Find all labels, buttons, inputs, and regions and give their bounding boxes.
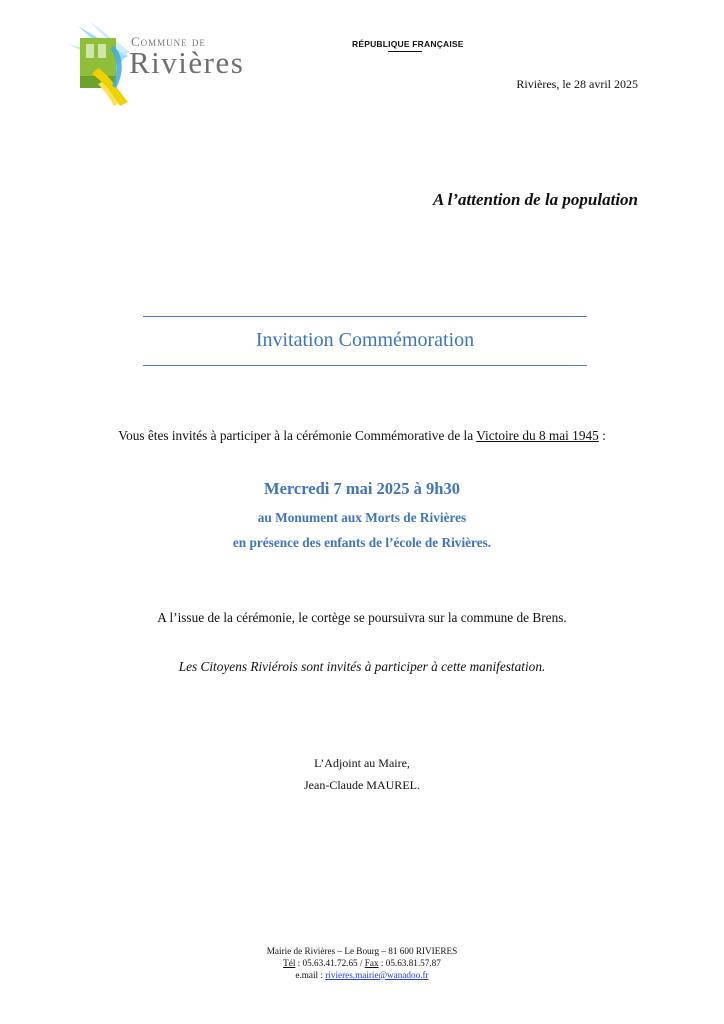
footer-fax-label: Fax bbox=[364, 958, 379, 968]
footer-tel-label: Tél bbox=[283, 958, 296, 968]
republique-francaise-header: RÉPUBLIQUE FRANÇAISE bbox=[352, 39, 464, 49]
footer-fax-value: : 05.63.81.57.87 bbox=[378, 958, 441, 968]
footer-email-line bbox=[0, 970, 724, 980]
invitation-colon: : bbox=[598, 428, 606, 443]
place-date-line: Rivières, le 28 avril 2025 bbox=[516, 77, 638, 91]
footer-email-link[interactable]: rivieres.mairie@wanadoo.fr bbox=[325, 970, 429, 980]
invitation-text: Vous êtes invités à participer à la cérémonie Commémorative de la bbox=[118, 428, 477, 443]
signer-role: L’Adjoint au Maire, bbox=[314, 756, 410, 770]
victory-date-underlined: Victoire du 8 mai 1945 bbox=[476, 428, 599, 443]
logo-commune-name: Rivières bbox=[129, 45, 245, 80]
logo-commune-text: Commune de bbox=[131, 34, 206, 49]
citizens-invitation: Les Citoyens Riviérois sont invités à participer à cette manifestation. bbox=[178, 659, 546, 674]
event-presence: en présence des enfants de l’école de Rivières. bbox=[232, 535, 492, 550]
footer-tel-value: : 05.63.41.72.65 / bbox=[295, 958, 365, 968]
title-rule-bottom bbox=[143, 365, 587, 366]
recipient-line: A l’attention de la population bbox=[433, 190, 638, 209]
signer-name: Jean-Claude MAUREL. bbox=[304, 778, 420, 792]
cortege-paragraph: A l’issue de la cérémonie, le cortège se poursuivra sur la commune de Brens. bbox=[157, 610, 567, 625]
event-place: au Monument aux Morts de Rivières bbox=[257, 510, 467, 525]
document-title: Invitation Commémoration bbox=[255, 329, 475, 351]
footer-email-label: e.mail : bbox=[295, 970, 326, 980]
invitation-sentence bbox=[0, 428, 724, 444]
title-rule-top bbox=[143, 316, 587, 317]
event-date: Mercredi 7 mai 2025 à 9h30 bbox=[264, 479, 460, 498]
republique-underline bbox=[388, 51, 422, 52]
footer-address: Mairie de Rivières – Le Bourg – 81 600 RIVIERES bbox=[266, 946, 458, 956]
footer-phone-fax bbox=[0, 958, 724, 968]
